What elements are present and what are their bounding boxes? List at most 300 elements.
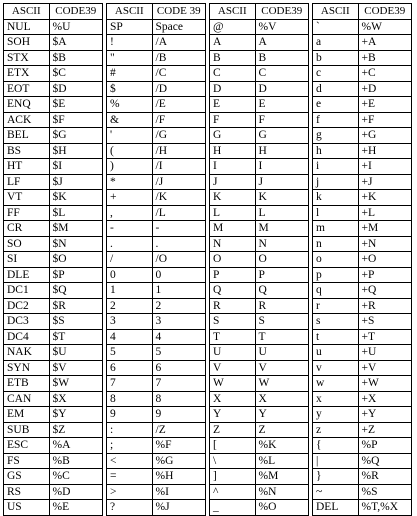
table-row <box>107 221 206 237</box>
table-row <box>313 190 412 206</box>
header-code39: CODE39 <box>49 4 102 20</box>
table-row <box>210 50 309 66</box>
table-row <box>210 190 309 206</box>
table-row <box>4 345 103 361</box>
ascii-cell: R <box>210 298 256 314</box>
ascii-cell: . <box>107 236 153 252</box>
code39-cell: %V <box>255 19 308 35</box>
table-row <box>4 283 103 299</box>
code39-cell: $X <box>49 391 102 407</box>
table-row <box>107 174 206 190</box>
table-row <box>4 314 103 330</box>
code39-cell: $H <box>49 143 102 159</box>
ascii-cell: : <box>107 422 153 438</box>
table-row <box>313 221 412 237</box>
code39-cell: $R <box>49 298 102 314</box>
table-row <box>210 298 309 314</box>
code39-cell: $N <box>49 236 102 252</box>
ascii-cell: w <box>313 376 359 392</box>
ascii-cell: Y <box>210 407 256 423</box>
code39-cell: $T <box>49 329 102 345</box>
table-row <box>313 500 412 516</box>
table-row <box>313 422 412 438</box>
ascii-cell: 6 <box>107 360 153 376</box>
ascii-cell: FS <box>4 453 50 469</box>
table-row <box>313 391 412 407</box>
code39-cell: $M <box>49 221 102 237</box>
code39-cell: %U <box>49 19 102 35</box>
ascii-cell: ESC <box>4 438 50 454</box>
table-row <box>313 252 412 268</box>
table-row <box>107 376 206 392</box>
code39-cell: +I <box>358 159 411 175</box>
table-group-4 <box>312 3 412 514</box>
code39-cell: +W <box>358 376 411 392</box>
code39-cell: $L <box>49 205 102 221</box>
table-row <box>313 205 412 221</box>
table-row <box>210 252 309 268</box>
table-row <box>107 81 206 97</box>
table-row <box>210 469 309 485</box>
code39-cell: %M <box>255 469 308 485</box>
code39-cell: $B <box>49 50 102 66</box>
table-row <box>313 267 412 283</box>
code39-cell: +O <box>358 252 411 268</box>
ascii-cell: Z <box>210 422 256 438</box>
ascii-cell: C <box>210 66 256 82</box>
code39-cell: E <box>255 97 308 113</box>
table-row <box>313 50 412 66</box>
code39-cell: 1 <box>152 283 205 299</box>
code39-cell: /Z <box>152 422 205 438</box>
ascii-cell: n <box>313 236 359 252</box>
ascii-cell: DEL <box>313 500 359 516</box>
code39-cell: %J <box>152 500 205 516</box>
code39-cell: 6 <box>152 360 205 376</box>
ascii-cell: % <box>107 97 153 113</box>
table-row <box>210 422 309 438</box>
code39-cell: %W <box>358 19 411 35</box>
ascii-cell: x <box>313 391 359 407</box>
code39-cell: %T,%X <box>358 500 411 516</box>
code39-cell: A <box>255 35 308 51</box>
table-row <box>107 35 206 51</box>
table-row <box>4 360 103 376</box>
table-row <box>107 500 206 516</box>
code39-cell: %R <box>358 469 411 485</box>
ascii-cell: | <box>313 453 359 469</box>
code39-cell: $G <box>49 128 102 144</box>
ascii-cell: RS <box>4 484 50 500</box>
code39-cell: +G <box>358 128 411 144</box>
ascii-cell: ? <box>107 500 153 516</box>
code-table <box>106 3 206 516</box>
table-row <box>210 407 309 423</box>
code39-cell: L <box>255 205 308 221</box>
ascii-cell: c <box>313 66 359 82</box>
ascii-cell: 0 <box>107 267 153 283</box>
ascii-cell: , <box>107 205 153 221</box>
table-row <box>210 376 309 392</box>
table-row <box>4 391 103 407</box>
code39-cell: %H <box>152 469 205 485</box>
code39-cell: K <box>255 190 308 206</box>
table-row <box>4 97 103 113</box>
header-code39: CODE39 <box>358 4 411 20</box>
table-row <box>313 360 412 376</box>
ascii-cell: 5 <box>107 345 153 361</box>
table-row <box>210 205 309 221</box>
ascii-cell: & <box>107 112 153 128</box>
table-row <box>4 376 103 392</box>
table-row <box>107 236 206 252</box>
ascii-cell: { <box>313 438 359 454</box>
code39-cell: %A <box>49 438 102 454</box>
table-row <box>313 128 412 144</box>
table-row <box>210 174 309 190</box>
code39-cell: $D <box>49 81 102 97</box>
table-row <box>210 283 309 299</box>
code39-cell: P <box>255 267 308 283</box>
ascii-cell: B <box>210 50 256 66</box>
table-row <box>107 453 206 469</box>
table-row <box>107 143 206 159</box>
code39-cell: O <box>255 252 308 268</box>
table-row <box>313 438 412 454</box>
code-table <box>3 3 103 516</box>
ascii-cell: ETB <box>4 376 50 392</box>
table-row <box>4 50 103 66</box>
code39-cell: S <box>255 314 308 330</box>
ascii-cell: S <box>210 314 256 330</box>
code39-cell: %P <box>358 438 411 454</box>
code39-cell: %Q <box>358 453 411 469</box>
table-row <box>107 283 206 299</box>
ascii-cell: ^ <box>210 484 256 500</box>
ascii-cell: G <box>210 128 256 144</box>
ascii-cell: 3 <box>107 314 153 330</box>
table-row <box>313 66 412 82</box>
code39-cell: X <box>255 391 308 407</box>
ascii-cell: ] <box>210 469 256 485</box>
table-row <box>4 236 103 252</box>
header-ascii: ASCII <box>107 4 153 20</box>
code39-cell: $E <box>49 97 102 113</box>
code39-cell: D <box>255 81 308 97</box>
header-ascii: ASCII <box>4 4 50 20</box>
table-row <box>313 329 412 345</box>
code39-cell: +X <box>358 391 411 407</box>
table-row <box>313 35 412 51</box>
code39-cell: +C <box>358 66 411 82</box>
code39-cell: $F <box>49 112 102 128</box>
ascii-cell: SI <box>4 252 50 268</box>
ascii-cell: BS <box>4 143 50 159</box>
code39-cell: $Z <box>49 422 102 438</box>
code39-cell: /D <box>152 81 205 97</box>
code39-cell: J <box>255 174 308 190</box>
ascii-cell: 2 <box>107 298 153 314</box>
table-row <box>210 97 309 113</box>
code39-cell: T <box>255 329 308 345</box>
table-row <box>313 112 412 128</box>
ascii-cell: LF <box>4 174 50 190</box>
code39-cell: %K <box>255 438 308 454</box>
ascii-cell: SUB <box>4 422 50 438</box>
table-row <box>107 391 206 407</box>
code39-cell: +N <box>358 236 411 252</box>
table-row <box>4 252 103 268</box>
ascii-code39-table <box>3 3 412 514</box>
ascii-cell: m <box>313 221 359 237</box>
ascii-cell: t <box>313 329 359 345</box>
ascii-cell: # <box>107 66 153 82</box>
ascii-cell: < <box>107 453 153 469</box>
ascii-cell: u <box>313 345 359 361</box>
table-row <box>210 484 309 500</box>
code39-cell: +Q <box>358 283 411 299</box>
ascii-cell: L <box>210 205 256 221</box>
code39-cell: %O <box>255 500 308 516</box>
ascii-cell: } <box>313 469 359 485</box>
code39-cell: /L <box>152 205 205 221</box>
code39-cell: $P <box>49 267 102 283</box>
ascii-cell: \ <box>210 453 256 469</box>
ascii-cell: VT <box>4 190 50 206</box>
code39-cell: 5 <box>152 345 205 361</box>
ascii-cell: * <box>107 174 153 190</box>
table-row <box>4 484 103 500</box>
ascii-cell: X <box>210 391 256 407</box>
ascii-cell: DC1 <box>4 283 50 299</box>
ascii-cell: Q <box>210 283 256 299</box>
ascii-cell: p <box>313 267 359 283</box>
code39-cell: 4 <box>152 329 205 345</box>
table-row <box>4 205 103 221</box>
ascii-cell: $ <box>107 81 153 97</box>
ascii-cell: V <box>210 360 256 376</box>
code39-cell: F <box>255 112 308 128</box>
ascii-cell: ETX <box>4 66 50 82</box>
table-row <box>210 221 309 237</box>
table-row <box>313 283 412 299</box>
ascii-cell: z <box>313 422 359 438</box>
code39-cell: . <box>152 236 205 252</box>
table-row <box>313 298 412 314</box>
table-row <box>210 314 309 330</box>
code39-cell: $J <box>49 174 102 190</box>
code39-cell: B <box>255 50 308 66</box>
ascii-cell: F <box>210 112 256 128</box>
table-row <box>4 407 103 423</box>
table-row <box>210 35 309 51</box>
table-row <box>313 453 412 469</box>
header-code39: CODE 39 <box>152 4 205 20</box>
table-row <box>313 314 412 330</box>
table-row <box>313 407 412 423</box>
ascii-cell: ; <box>107 438 153 454</box>
table-row <box>4 190 103 206</box>
code39-cell: +P <box>358 267 411 283</box>
code39-cell: /F <box>152 112 205 128</box>
code39-cell: U <box>255 345 308 361</box>
ascii-cell: = <box>107 469 153 485</box>
table-row <box>210 391 309 407</box>
ascii-cell: FF <box>4 205 50 221</box>
table-row <box>313 97 412 113</box>
code39-cell: /B <box>152 50 205 66</box>
ascii-cell: d <box>313 81 359 97</box>
code-table <box>312 3 412 516</box>
table-row <box>313 345 412 361</box>
table-row <box>313 174 412 190</box>
code39-cell: %B <box>49 453 102 469</box>
code39-cell: +K <box>358 190 411 206</box>
ascii-cell: ! <box>107 35 153 51</box>
table-row <box>210 112 309 128</box>
ascii-cell: / <box>107 252 153 268</box>
table-row <box>210 453 309 469</box>
code39-cell: $C <box>49 66 102 82</box>
table-row <box>107 314 206 330</box>
ascii-cell: ( <box>107 143 153 159</box>
code39-cell: %E <box>49 500 102 516</box>
code39-cell: /E <box>152 97 205 113</box>
table-row <box>107 205 206 221</box>
ascii-cell: M <box>210 221 256 237</box>
ascii-cell: SP <box>107 19 153 35</box>
code39-cell: $A <box>49 35 102 51</box>
ascii-cell: HT <box>4 159 50 175</box>
code39-cell: %D <box>49 484 102 500</box>
table-row <box>4 422 103 438</box>
code39-cell: Y <box>255 407 308 423</box>
ascii-cell: r <box>313 298 359 314</box>
code39-cell: +V <box>358 360 411 376</box>
ascii-cell: SOH <box>4 35 50 51</box>
code39-cell: +H <box>358 143 411 159</box>
table-row <box>4 35 103 51</box>
code39-cell: $S <box>49 314 102 330</box>
code39-cell: +Y <box>358 407 411 423</box>
table-row <box>107 267 206 283</box>
code39-cell: $W <box>49 376 102 392</box>
code39-cell: C <box>255 66 308 82</box>
code39-cell: 0 <box>152 267 205 283</box>
table-row <box>107 159 206 175</box>
code39-cell: /K <box>152 190 205 206</box>
ascii-cell: E <box>210 97 256 113</box>
ascii-cell: l <box>313 205 359 221</box>
ascii-cell: P <box>210 267 256 283</box>
ascii-cell: U <box>210 345 256 361</box>
code39-cell: +S <box>358 314 411 330</box>
table-row <box>4 81 103 97</box>
code39-cell: /I <box>152 159 205 175</box>
code39-cell: V <box>255 360 308 376</box>
ascii-cell: D <box>210 81 256 97</box>
code39-cell: /A <box>152 35 205 51</box>
table-row <box>210 438 309 454</box>
ascii-cell: NAK <box>4 345 50 361</box>
code39-cell: $Q <box>49 283 102 299</box>
code39-cell: 2 <box>152 298 205 314</box>
code39-cell: %G <box>152 453 205 469</box>
code39-cell: +D <box>358 81 411 97</box>
header-row <box>313 4 412 20</box>
ascii-cell: s <box>313 314 359 330</box>
table-row <box>210 360 309 376</box>
ascii-cell: T <box>210 329 256 345</box>
code39-cell: I <box>255 159 308 175</box>
code39-cell: R <box>255 298 308 314</box>
ascii-cell: 9 <box>107 407 153 423</box>
table-row <box>107 484 206 500</box>
ascii-cell: DLE <box>4 267 50 283</box>
table-row <box>4 438 103 454</box>
ascii-cell: j <box>313 174 359 190</box>
table-row <box>313 376 412 392</box>
code39-cell: $Y <box>49 407 102 423</box>
ascii-cell: A <box>210 35 256 51</box>
table-row <box>107 438 206 454</box>
table-row <box>210 159 309 175</box>
table-row <box>107 360 206 376</box>
ascii-cell: q <box>313 283 359 299</box>
code39-cell: +Z <box>358 422 411 438</box>
code39-cell: $K <box>49 190 102 206</box>
code39-cell: /C <box>152 66 205 82</box>
table-row <box>107 252 206 268</box>
ascii-cell: ACK <box>4 112 50 128</box>
table-row <box>4 19 103 35</box>
ascii-cell: " <box>107 50 153 66</box>
table-row <box>4 329 103 345</box>
ascii-cell: W <box>210 376 256 392</box>
code39-cell: %C <box>49 469 102 485</box>
ascii-cell: ' <box>107 128 153 144</box>
code39-cell: %N <box>255 484 308 500</box>
table-row <box>107 66 206 82</box>
table-row <box>210 236 309 252</box>
ascii-cell: DC3 <box>4 314 50 330</box>
ascii-cell: [ <box>210 438 256 454</box>
table-row <box>210 329 309 345</box>
table-row <box>210 128 309 144</box>
ascii-cell: CAN <box>4 391 50 407</box>
ascii-cell: _ <box>210 500 256 516</box>
code39-cell: /H <box>152 143 205 159</box>
table-row <box>107 50 206 66</box>
ascii-cell: ENQ <box>4 97 50 113</box>
table-row <box>313 81 412 97</box>
code39-cell: 7 <box>152 376 205 392</box>
header-row <box>107 4 206 20</box>
table-row <box>4 298 103 314</box>
table-row <box>107 190 206 206</box>
code39-cell: N <box>255 236 308 252</box>
ascii-cell: > <box>107 484 153 500</box>
code39-cell: Q <box>255 283 308 299</box>
code39-cell: $I <box>49 159 102 175</box>
ascii-cell: I <box>210 159 256 175</box>
code39-cell: +U <box>358 345 411 361</box>
table-row <box>4 66 103 82</box>
header-ascii: ASCII <box>313 4 359 20</box>
table-row <box>107 128 206 144</box>
table-row <box>313 484 412 500</box>
table-row <box>4 112 103 128</box>
